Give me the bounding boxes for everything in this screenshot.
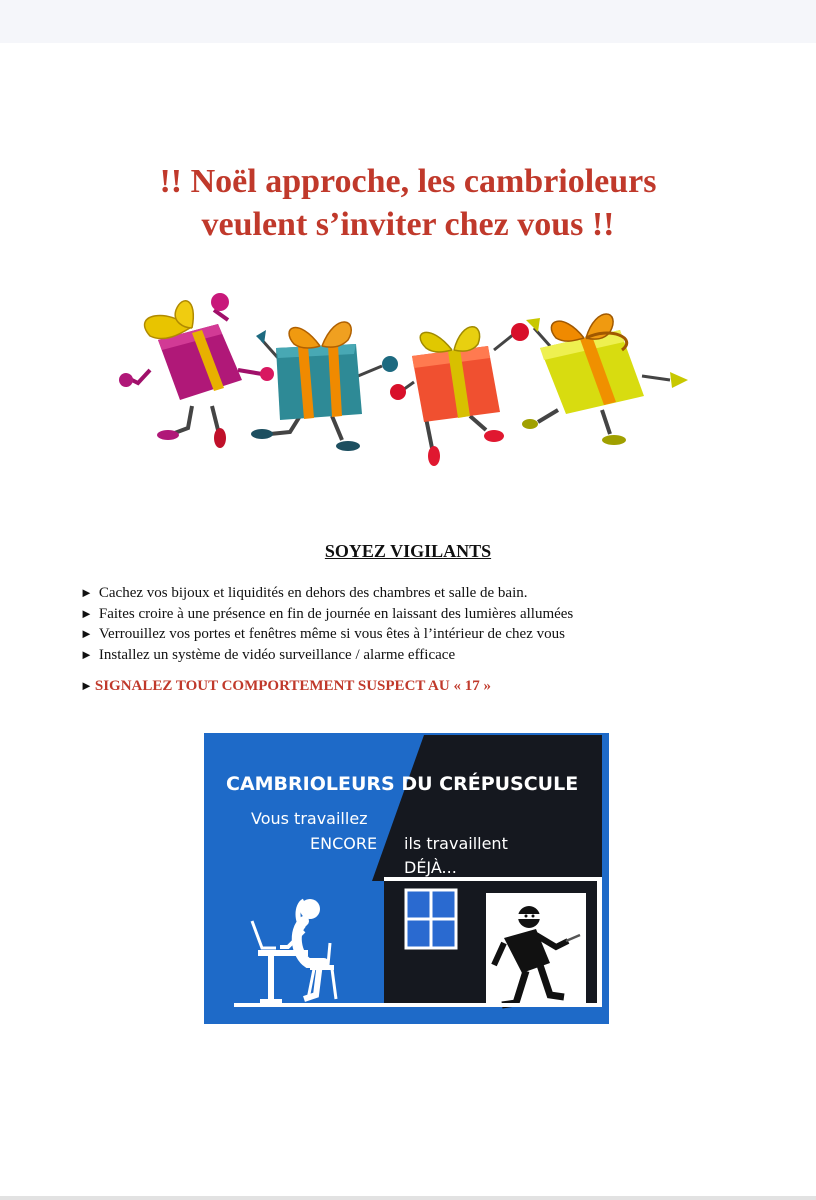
arrow-bullet-icon: ► [80, 626, 93, 641]
list-item [80, 604, 573, 625]
poster-line-1: Vous travaillez [251, 809, 368, 828]
tip-text: Verrouillez vos portes et fenêtres même si vous êtes à l’intérieur de chez vous [98, 626, 565, 642]
poster-title: CAMBRIOLEURS DU CRÉPUSCULE [226, 773, 579, 795]
dancing-gifts-illustration [110, 288, 700, 473]
signal-text: SIGNALEZ TOUT COMPORTEMENT SUSPECT AU « 17 » [94, 678, 491, 694]
top-bar [0, 0, 816, 43]
tip-text: Installez un système de vidéo surveillance / alarme efficace [98, 646, 456, 663]
tips-list [80, 583, 573, 665]
list-item [80, 624, 573, 645]
arrow-bullet-icon: ► [80, 646, 93, 662]
title-line-2: veulent s’inviter chez vous !! [201, 206, 615, 243]
ground-line [234, 1003, 602, 1007]
arrow-bullet-icon: ► [80, 678, 93, 693]
gift-coral [390, 323, 529, 466]
signal-warning [80, 678, 491, 695]
gift-magenta [119, 293, 274, 448]
arrow-bullet-icon: ► [80, 585, 93, 600]
poster-line-4: DÉJÀ... [404, 858, 457, 877]
page-title [0, 160, 816, 246]
list-item [80, 645, 573, 666]
arrow-bullet-icon: ► [80, 605, 93, 621]
section-heading: SOYEZ VIGILANTS [324, 541, 492, 561]
burglar-poster [204, 733, 609, 1024]
tip-text: Cachez vos bijoux et liquidités en dehors des chambres et salle de bain. [98, 585, 528, 601]
bottom-bar [0, 1196, 816, 1200]
gift-yellow [522, 314, 688, 445]
poster-line-3: ils travaillent [404, 834, 508, 853]
gift-teal [251, 322, 398, 451]
list-item [80, 583, 573, 604]
poster-line-2: ENCORE [310, 834, 378, 853]
title-line-1: !! Noël approche, les cambrioleurs [159, 163, 657, 200]
tip-text: Faites croire à une présence en fin de journée en laissant des lumières allumées [98, 605, 574, 622]
